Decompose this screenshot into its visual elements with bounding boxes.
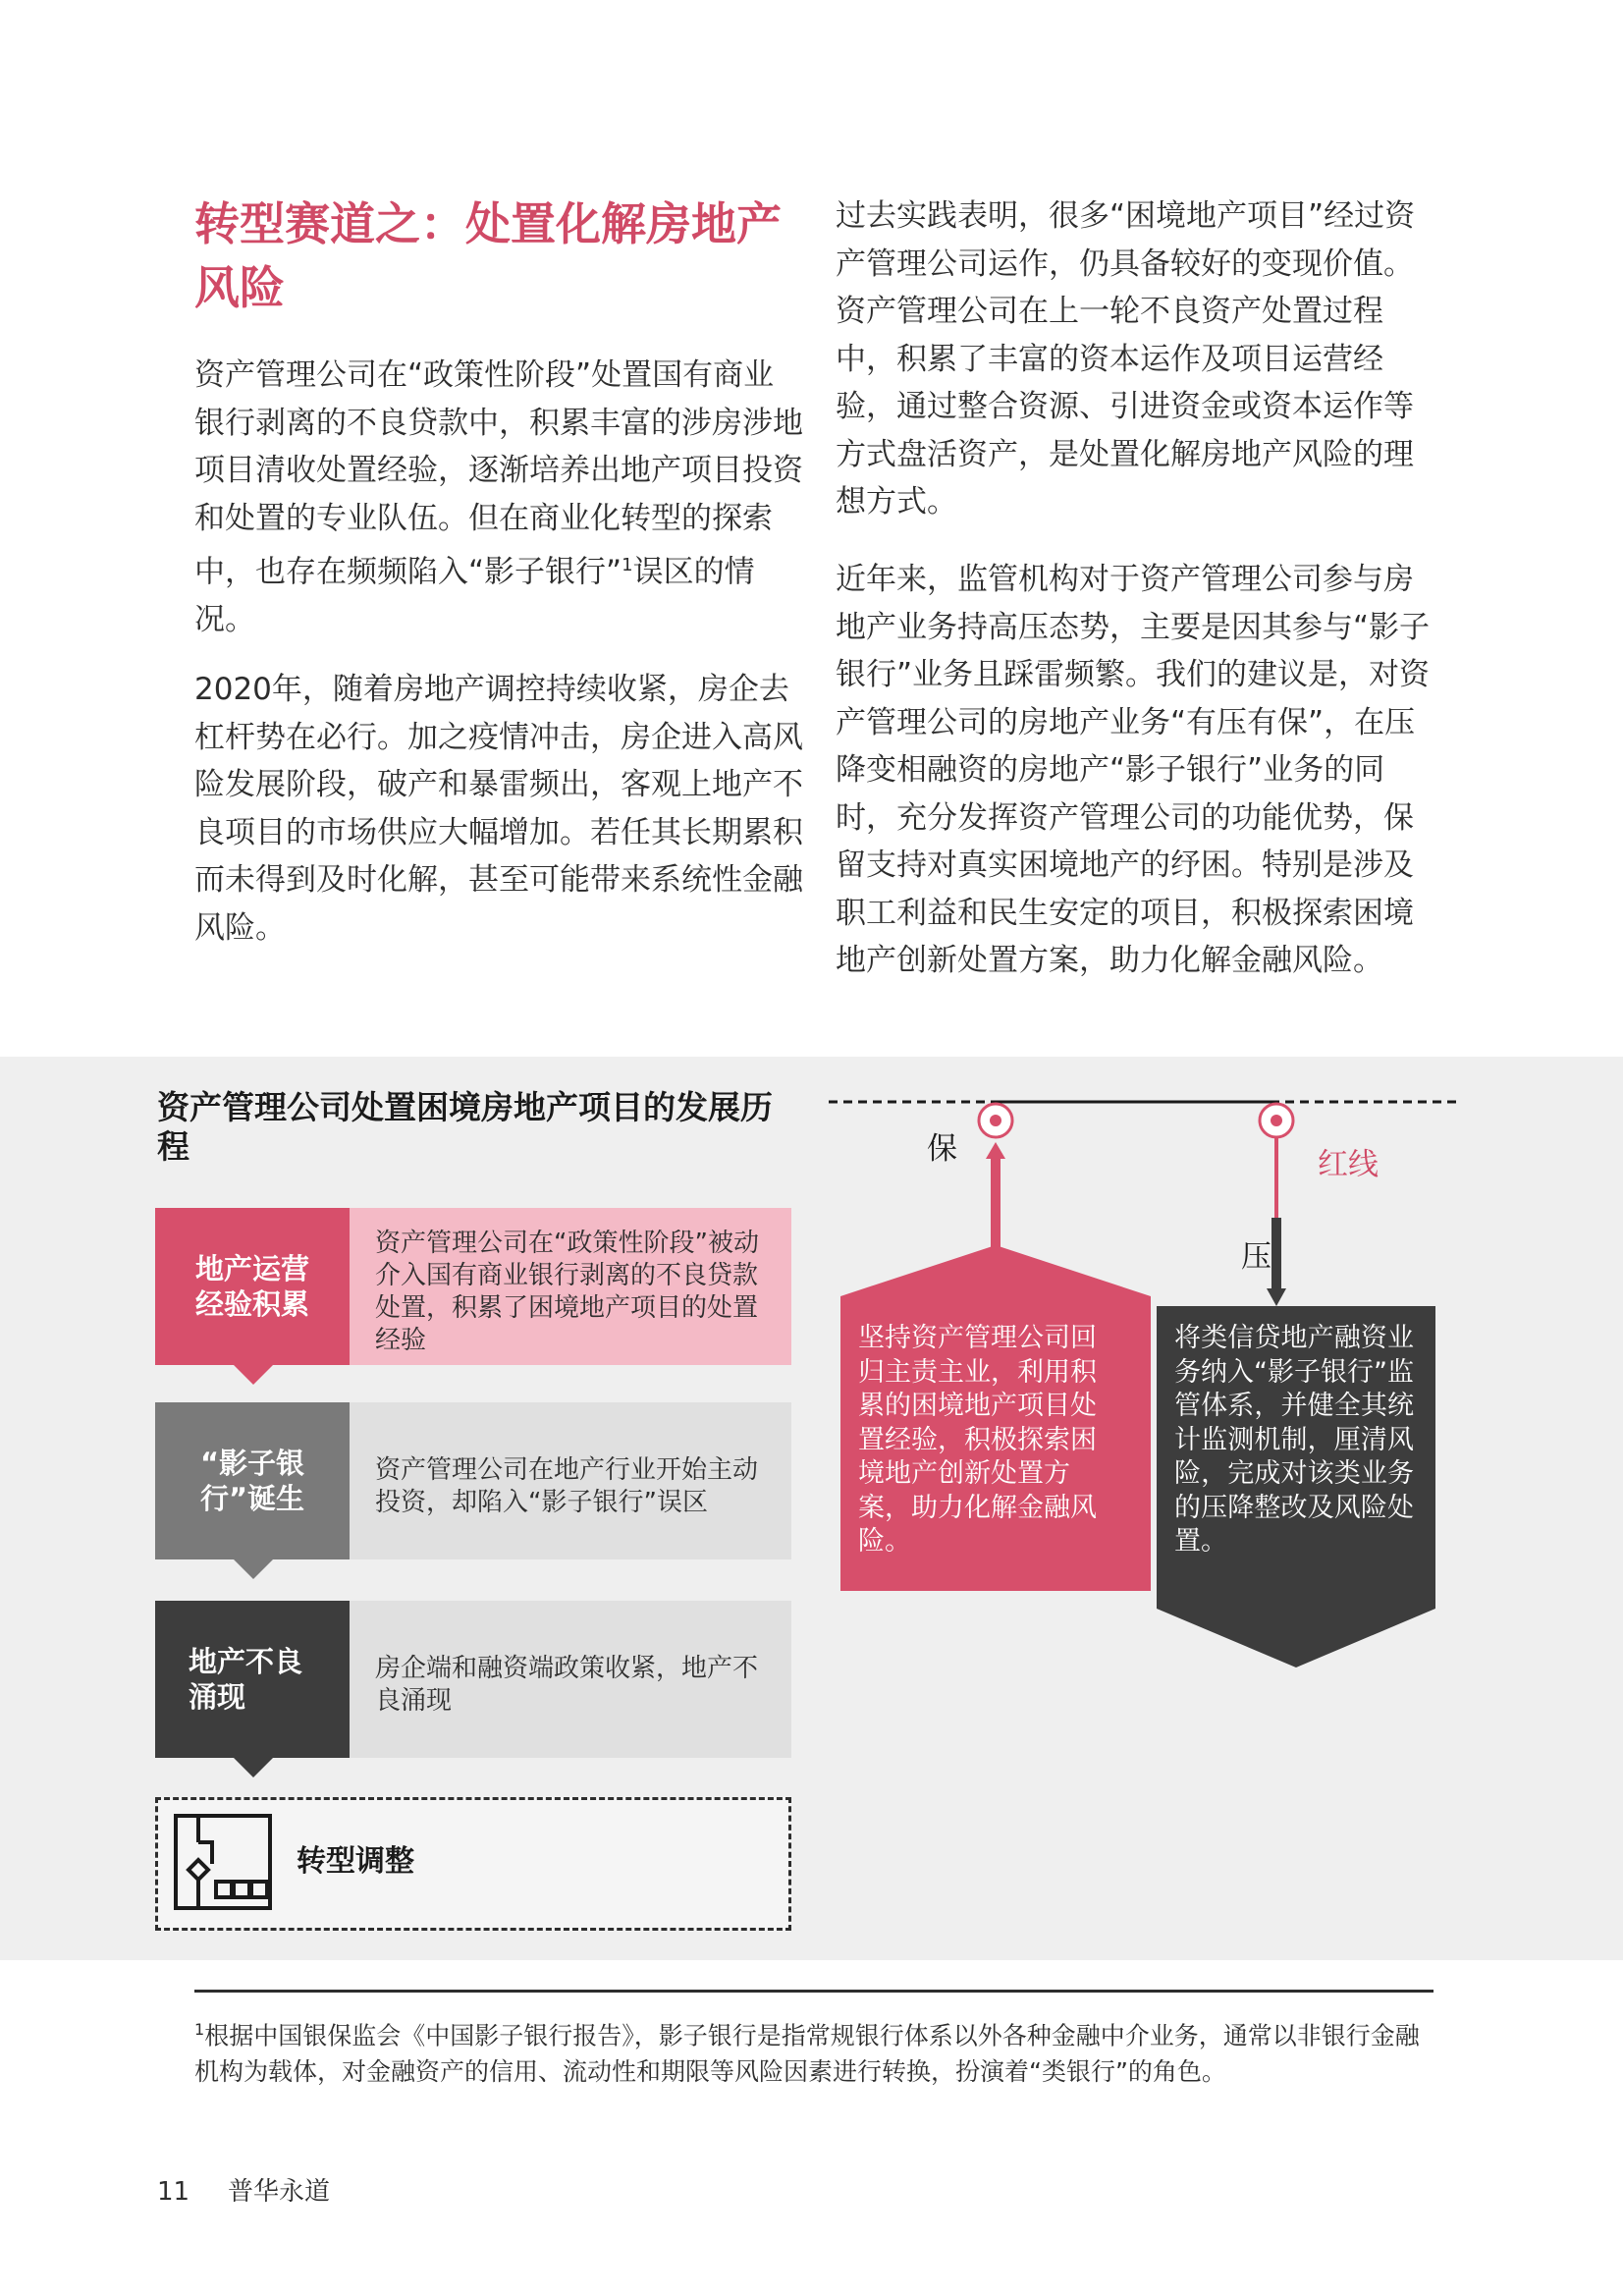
stage-1-label: 地产运营经验积累 [194, 1252, 309, 1321]
footnote [194, 2011, 1434, 2090]
paragraph-4: 近年来，监管机构对于资产管理公司参与房地产业务持高压态势，主要是因其参与“影子银行”业务且踩雷频繁。我们的建议是，对资产管理公司的房地产业务“有压有保”，在压降变相融资的房地产“影子银行”业务的同时，充分发挥资产管理公司的功能优势，保留支持对真实困境地产的纾困。特别是涉及职工利益和民生安定的项目，积极探索困境地产创新处置方案，助力化解金融风险。 [836, 562, 1431, 978]
paragraph-3: 过去实践表明，很多“困境地产项目”经过资产管理公司运作，仍具备较好的变现价值。资产管理公司在上一轮不良资产处置过程中，积累了丰富的资本运作及项目运营经验，通过整合资源、引进资金或资本运作等方式盘活资产，是处置化解房地产风险的理想方式。 [836, 198, 1416, 519]
paragraph-1 [194, 352, 803, 643]
stage-2-text-box [350, 1402, 791, 1559]
stage-3-text: 房企端和融资端政策收紧，地产不良涌现 [375, 1654, 759, 1716]
bao-up-arrow-head [986, 1142, 1005, 1159]
footnote-divider [194, 1990, 1434, 1993]
stage-1-text: 资产管理公司在“政策性阶段”被动介入国有商业银行剥离的不良贷款处置，积累了困境地产项目的处置经验 [375, 1229, 759, 1355]
footnote-text: 根据中国银保监会《中国影子银行报告》，影子银行是指常规银行体系以外各种金融中介业务，通常以非银行金融机构为载体，对金融资产的信用、流动性和期限等风险因素进行转换，扮演着“类银行”的角色。 [194, 2021, 1420, 2087]
diagram-title: 资产管理公司处置困境房地产项目的发展历程 [157, 1088, 773, 1166]
paragraph-1-text: 资产管理公司在“政策性阶段”处置国有商业银行剥离的不良贷款中，积累丰富的涉房涉地项目清收处置经验，逐渐培养出地产项目投资和处置的专业队伍。但在商业化转型的探索中，也存在频频陷入“影子银行” [194, 357, 803, 590]
stage-2-label-box [155, 1402, 350, 1559]
stage-1-label-box [155, 1208, 350, 1365]
redline-label: 红线 [1318, 1147, 1379, 1182]
ya-label: 压 [1241, 1239, 1271, 1275]
stage-2-text: 资产管理公司在地产行业开始主动投资，却陷入“影子银行”误区 [375, 1455, 759, 1517]
stage-2-down-arrow [234, 1559, 273, 1579]
bao-label: 保 [927, 1131, 957, 1167]
stage-1-down-arrow [234, 1365, 273, 1385]
ya-down-arrow-shaft [1271, 1218, 1281, 1296]
paragraph-1-tail: 误区的情况。 [194, 554, 755, 637]
transform-icon [173, 1813, 275, 1911]
stage-3-text-box [350, 1601, 791, 1758]
bao-box-text: 坚持资产管理公司回归主责主业，利用积累的困境地产项目处置经验，积极探索困境地产创新处置方案，助力化解金融风险。 [858, 1323, 1097, 1557]
page-number: 11 [157, 2177, 190, 2207]
transform-label: 转型调整 [297, 1844, 414, 1879]
paragraph-2: 2020年，随着房地产调控持续收紧，房企去杠杆势在必行。加之疫情冲击，房企进入高风险发展阶段，破产和暴雷频出，客观上地产不良项目的市场供应大幅增加。若任其长期累积而未得到及时化解，甚至可能带来系统性金融风险。 [194, 672, 803, 946]
publication-name: 普华永道 [228, 2177, 331, 2207]
footnote-marker: 1 [194, 2020, 205, 2039]
ya-down-arrow-head [1267, 1288, 1286, 1306]
stage-2-label: “影子银行”诞生 [199, 1447, 305, 1515]
section-heading: 转型赛道之：处置化解房地产风险 [194, 197, 782, 314]
stage-3-down-arrow [234, 1758, 273, 1777]
stage-1-text-box [350, 1208, 791, 1365]
stage-3-label: 地产不良涌现 [189, 1645, 303, 1714]
stage-3-label-box [155, 1601, 350, 1758]
footnote-ref: 1 [622, 555, 633, 575]
bao-up-arrow-shaft [991, 1157, 1001, 1255]
ya-box-text: 将类信贷地产融资业务纳入“影子银行”监管体系，并健全其统计监测机制，厘清风险，完成对该类业务的压降整改及风险处置。 [1174, 1323, 1414, 1557]
